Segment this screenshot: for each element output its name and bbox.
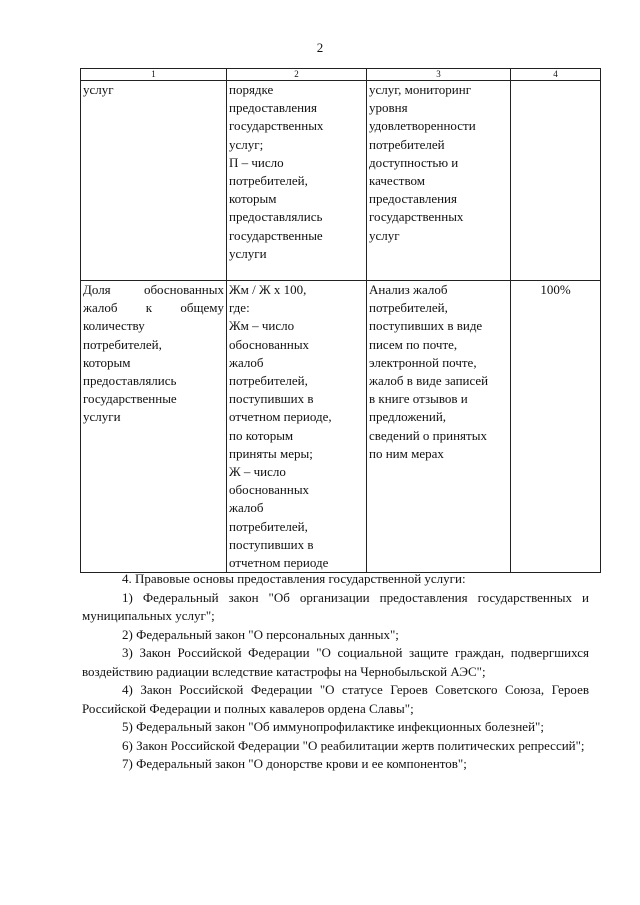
cell-line: количеству [83, 318, 145, 334]
cell-line: доступностью и [369, 154, 459, 170]
table-header-row [81, 69, 601, 81]
table-cell [81, 81, 227, 281]
cell-line: жалоб в виде записей [369, 373, 489, 389]
legal-basis-item: 4) Закон Российской Федерации "О статусе Героев Советского Союза, Героев Российской Федерации и полных кавалеров ордена Славы"; [82, 682, 589, 716]
legal-basis-item: 6) Закон Российской Федерации "О реабилитации жертв политических репрессий"; [122, 737, 585, 753]
table-cell [227, 281, 367, 573]
cell-line: предоставлялись [229, 209, 323, 225]
cell-line: порядке [229, 82, 274, 97]
cell-line: поступивших в [229, 536, 314, 552]
column-header: 3 [367, 69, 511, 81]
cell-line: которым [83, 354, 131, 370]
indicators-table [80, 68, 601, 573]
legal-basis-item: 1) Федеральный закон "Об организации предоставления государственных и муниципальных услуг"; [82, 589, 589, 623]
cell-line: жалоб [229, 354, 264, 370]
cell-line: жалоб [229, 500, 264, 516]
cell-line: Жм – число [229, 318, 295, 334]
legal-basis-item: 3) Закон Российской Федерации "О социальной защите граждан, подвергшихся воздействию радиации вследствие катастрофы на Чернобыльской АЭС"; [82, 645, 589, 679]
cell-line: приняты меры; [229, 445, 313, 461]
cell-line: сведений о принятых [369, 427, 487, 443]
cell-line: которым [229, 191, 277, 207]
legal-basis-item: 7) Федеральный закон "О донорстве крови и ее компонентов"; [122, 756, 467, 771]
cell-line: предоставления [369, 191, 457, 207]
cell-line: услуг [83, 82, 114, 97]
table-cell [511, 81, 601, 281]
cell-line: государственных [369, 209, 464, 225]
column-header: 2 [227, 69, 367, 81]
cell-line: жалоб к общему [83, 300, 224, 316]
cell-line: П – число [229, 154, 284, 170]
cell-line: потребителей, [369, 300, 448, 316]
cell-line: предоставления [229, 100, 317, 116]
cell-line: писем по почте, [369, 336, 458, 352]
cell-line: предоставлялись [83, 373, 177, 389]
cell-line: государственные [229, 227, 323, 243]
legal-basis-section [82, 570, 589, 774]
cell-line: в книге отзывов и [369, 391, 468, 407]
cell-line: Анализ жалоб [369, 282, 448, 297]
table-cell [81, 281, 227, 573]
cell-line: 100% [540, 282, 571, 297]
cell-line: услуг; [229, 136, 264, 152]
cell-line: Ж – число [229, 464, 286, 480]
cell-line: по ним мерах [369, 445, 444, 461]
cell-line: обоснованных [229, 482, 310, 498]
table-row [81, 281, 601, 573]
cell-line: государственных [229, 118, 324, 134]
column-header: 1 [81, 69, 227, 81]
legal-basis-item: 2) Федеральный закон "О персональных данных"; [122, 626, 399, 642]
cell-line: потребителей, [83, 336, 162, 352]
cell-line: услуг, мониторинг [369, 82, 472, 97]
cell-line: услуги [229, 245, 267, 261]
cell-line: потребителей, [229, 518, 308, 534]
column-header: 4 [511, 69, 601, 81]
cell-line: по которым [229, 427, 294, 443]
cell-line: где: [229, 300, 250, 316]
cell-line: поступивших в виде [369, 318, 483, 334]
table-cell [227, 81, 367, 281]
cell-line: обоснованных [229, 336, 310, 352]
cell-line: отчетном периоде [229, 555, 329, 571]
table-cell [511, 281, 601, 573]
section-heading: 4. Правовые основы предоставления государственной услуги: [122, 571, 466, 586]
cell-line: потребителей, [229, 173, 308, 189]
cell-line: удовлетворенности [369, 118, 476, 134]
cell-line: Доля обоснованных [83, 282, 224, 297]
legal-basis-item: 5) Федеральный закон "Об иммунопрофилактике инфекционных болезней"; [122, 719, 544, 734]
cell-line: потребителей [369, 136, 445, 152]
cell-line: потребителей, [229, 373, 308, 389]
page-number: 2 [316, 40, 324, 55]
cell-line: электронной почте, [369, 354, 477, 370]
table-cell [367, 281, 511, 573]
cell-line: предложений, [369, 409, 447, 425]
cell-line: качеством [369, 173, 425, 189]
cell-line: услуг [369, 227, 400, 243]
cell-line: отчетном периоде, [229, 409, 332, 425]
cell-line: государственные [83, 391, 177, 407]
cell-line: услуги [83, 409, 121, 425]
table-row [81, 81, 601, 281]
cell-line: уровня [369, 100, 408, 116]
cell-line: поступивших в [229, 391, 314, 407]
cell-line: Жм / Ж х 100, [229, 282, 307, 297]
table-cell [367, 81, 511, 281]
